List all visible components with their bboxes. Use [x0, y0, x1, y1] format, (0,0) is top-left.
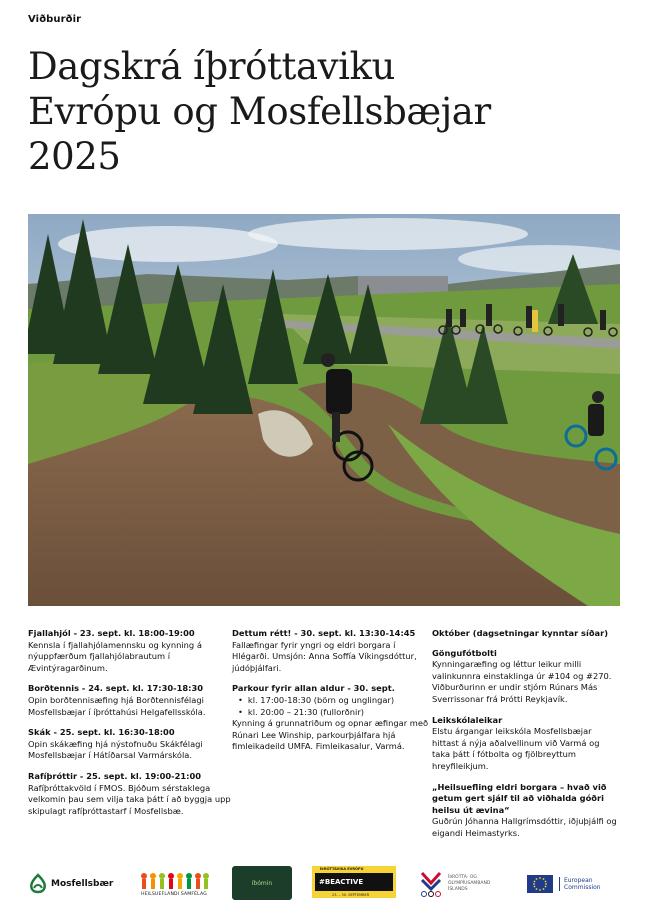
event-block [28, 683, 232, 718]
event-heading: Borðtennis - 24. sept. kl. 17:30-18:30 [28, 683, 203, 694]
time-item: • kl. 17:00-18:30 (börn og unglingar) [238, 695, 432, 707]
heilsueflandi-logo [136, 866, 212, 902]
beactive-dates: 23. – 30. SEPTEMBER [332, 893, 370, 897]
event-block [28, 727, 232, 762]
event-description: Opin skákæfing hjá nýstofnuðu Skákfélagi Mosfellsbæjar í Hátíðarsal Varmárskóla. [28, 738, 203, 761]
event-heading: Göngufótbolti [432, 647, 497, 658]
event-heading: Skák - 25. sept. kl. 16:30-18:00 [28, 727, 175, 738]
event-block [232, 683, 432, 753]
sponsor-logos [28, 866, 620, 902]
column-3 [432, 628, 620, 849]
ec-text [559, 877, 601, 891]
title-line-2: Evrópu og Mosfellsbæjar [28, 90, 491, 133]
event-block [432, 648, 620, 706]
ec-line-2: Commission [564, 884, 601, 891]
beactive-band [315, 873, 393, 891]
european-commission-logo [527, 866, 620, 902]
event-block [232, 628, 432, 674]
ibomin-text: íbómin [251, 879, 273, 887]
category-label: Viðburðir [28, 14, 82, 25]
heilsueflandi-text: HEILSUEFLANDI SAMFÉLAG [141, 892, 207, 897]
ibomin-logo [232, 866, 292, 900]
event-block [28, 771, 232, 817]
section-heading: Október (dagsetningar kynntar síðar) [432, 628, 609, 638]
beactive-top-text: ÍÞRÓTTAVIKA EVRÓPU [320, 867, 364, 871]
time-list [232, 695, 432, 718]
event-heading: „Heilsuefling eldri borgara – hvað við getum gert sjálf til að viðhalda góðri heilsu út ævina“ [432, 781, 607, 815]
event-description: Rafíþróttakvöld í FMOS. Bjóðum sérstaklega velkomin þau sem vilja taka þátt í að byggja upp skipulagt rafíþróttastarf í Mosfellsbæ. [28, 782, 231, 816]
isi-line-1: ÍÞRÓTTA- OG [448, 875, 477, 880]
event-description: Kynning á grunnatriðum og opnar æfingar með Rúnari Lee Winship, parkourþjálfara hjá fimleikadeild UMFA. Fimleikasalur, Varmá. [232, 718, 429, 752]
isi-line-2: ÓLYMPÍUSAMBAND [448, 881, 491, 886]
event-block [432, 628, 620, 640]
time-item: • kl. 20:00 – 21:30 (fullorðnir) [238, 707, 432, 719]
people-icon [138, 871, 210, 891]
isi-text [448, 875, 490, 893]
ec-line-1: European [564, 877, 593, 884]
event-description: Opin borðtennisæfing hjá Borðtennisfélagi Mosfellsbæjar í íþróttahúsi Helgafellsskóla. [28, 694, 206, 717]
isi-logo [418, 866, 498, 902]
event-description: Guðrún Jóhanna Hallgrímsdóttir, iðjuþjálfi og eigandi Heimastyrks. [432, 816, 617, 838]
event-block [432, 782, 620, 840]
event-description: Fallæfingar fyrir yngri og eldri borgara í Hlégarði. Umsjón: Anna Soffía Víkingsdóttur, júdóþjálfari. [232, 639, 417, 673]
event-columns [28, 628, 620, 849]
event-heading: Rafíþróttir - 25. sept. kl. 19:00-21:00 [28, 770, 202, 781]
event-description: Kynningaræfing og léttur leikur milli valinkunnra einstaklinga úr #104 og #270. Viðburðurinn er undir stjórn Rúnars Más Sverrissonar frá Þrótti Reykjavík. [432, 659, 612, 704]
event-heading: Fjallahjól - 23. sept. kl. 18:00-19:00 [28, 628, 195, 638]
title-line-3: 2025 [28, 135, 121, 178]
column-2 [232, 628, 432, 849]
column-1 [28, 628, 232, 849]
mosfellsbaer-logo [28, 866, 113, 902]
event-block [432, 715, 620, 773]
beactive-logo [312, 866, 396, 898]
page-title [28, 44, 491, 179]
title-line-1: Dagskrá íþróttaviku [28, 45, 395, 88]
event-heading: Parkour fyrir allan aldur - 30. sept. [232, 683, 395, 694]
beactive-text: #BEACTIVE [319, 878, 364, 886]
mosfellsbaer-icon [28, 873, 48, 895]
event-heading: Leikskólaleikar [432, 714, 503, 725]
mosfellsbaer-text: Mosfellsbær [51, 879, 114, 889]
event-block [28, 628, 232, 674]
isi-emblem-icon [418, 869, 444, 899]
mountain-bike-trail-illustration [28, 214, 620, 606]
event-description: Elstu árgangar leikskóla Mosfellsbæjar hittast á nýja aðalvellinum við Varmá og taka þátt í fótbolta og fjölbreyttum hreyfileikjum. [432, 726, 600, 771]
eu-flag-icon [527, 875, 553, 893]
event-description: Kennsla í fjallahjólamennsku og kynning á nýuppfærðum fjallahjólabrautum í Ævintýragarðinum. [28, 639, 202, 673]
isi-line-3: ÍSLANDS [448, 887, 468, 892]
hero-photo [28, 214, 620, 606]
event-heading: Dettum rétt! - 30. sept. kl. 13:30-14:45 [232, 628, 416, 638]
